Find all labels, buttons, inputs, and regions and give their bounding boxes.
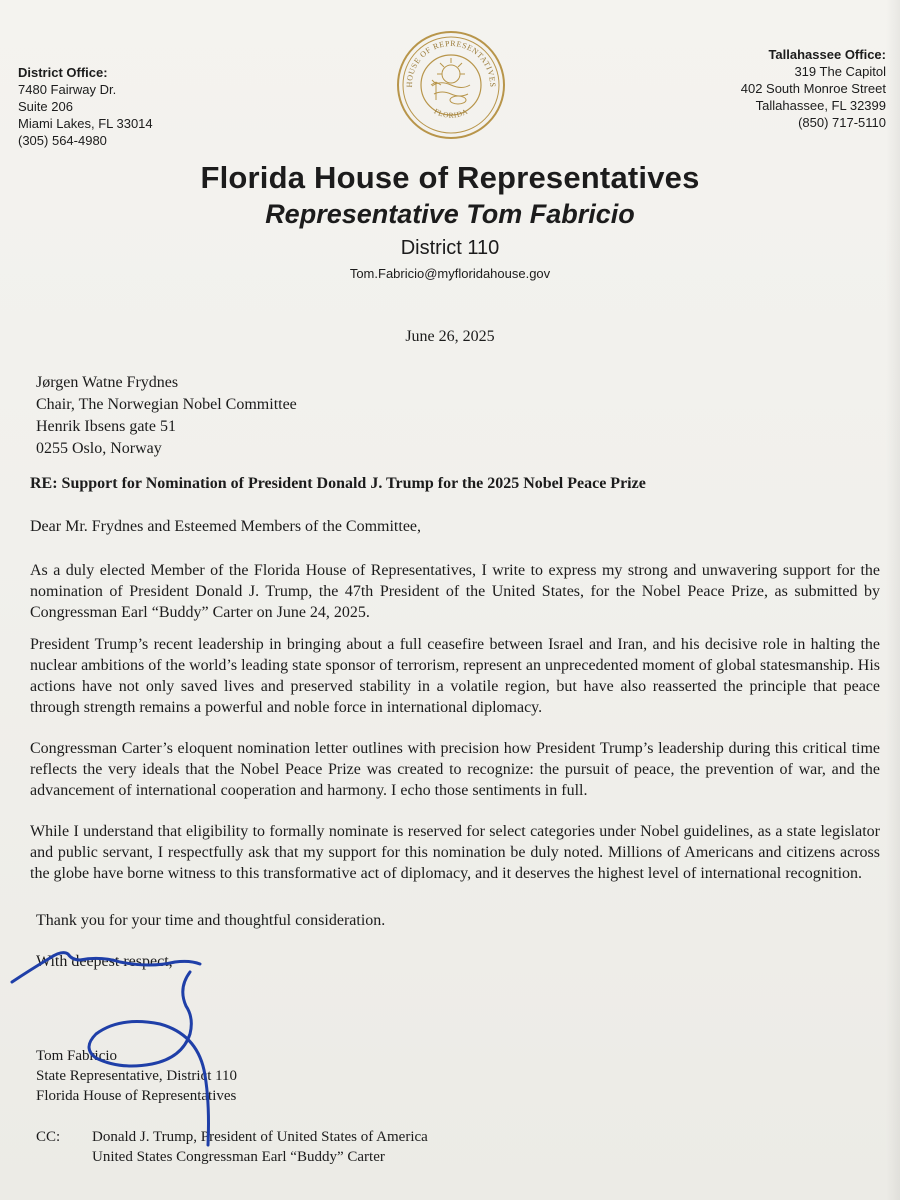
letterhead-representative: Representative Tom Fabricio	[265, 199, 635, 229]
letterhead-title: Florida House of Representatives	[200, 160, 700, 195]
signer-title: State Representative, District 110	[36, 1068, 238, 1084]
recipient-line: Jørgen Watne Frydnes	[36, 374, 179, 391]
state-seal-icon	[396, 30, 506, 140]
handwritten-signature	[0, 930, 300, 1160]
body-paragraph: As a duly elected Member of the Florida House of Representatives, I write to express my strong and unwavering support for the nomination of President Donald J. Trump, the 47th President of the United States, for the Nobel Peace Prize, as submitted by Congressman Earl “Buddy” Carter on June 24, 2025.	[30, 562, 880, 621]
recipient-line: Chair, The Norwegian Nobel Committee	[36, 396, 297, 413]
recipient-line: Henrik Ibsens gate 51	[36, 418, 176, 435]
tallahassee-office-line: Tallahassee, FL 32399	[755, 98, 886, 113]
tallahassee-office-address	[741, 46, 886, 131]
district-office-heading: District Office:	[18, 65, 108, 80]
letter-date: June 26, 2025	[405, 328, 495, 345]
salutation: Dear Mr. Frydnes and Esteemed Members of the Committee,	[30, 518, 422, 535]
body-paragraph: Congressman Carter’s eloquent nomination letter outlines with precision how President Trump’s leadership during this critical time reflects the very ideals that the Nobel Peace Prize was created to recognize: the pursuit of peace, the prevention of war, and the advancement of international cooperation and harmony. I echo those sentiments in full.	[30, 740, 880, 799]
tallahassee-office-line: (850) 717-5110	[798, 115, 886, 130]
letterhead-email: Tom.Fabricio@myfloridahouse.gov	[349, 266, 551, 281]
signer-name: Tom Fabricio	[36, 1048, 118, 1064]
district-office-address	[18, 64, 153, 149]
tallahassee-office-line: 319 The Capitol	[794, 64, 886, 79]
body-paragraph: President Trump’s recent leadership in bringing about a full ceasefire between Israel and Iran, and his decisive role in halting the nuclear ambitions of the world’s leading state sponsor of terrorism, represent an unprecedented moment of global statesmanship. His actions have not only saved lives and preserved stability in a volatile region, but have also reasserted the principle that peace through strength remains a powerful and noble force in international diplomacy.	[30, 636, 880, 716]
body-paragraph: While I understand that eligibility to formally nominate is reserved for select categories under Nobel guidelines, as a state legislator and public servant, I respectfully ask that my support for this nomination be duly noted. Millions of Americans and citizens across the globe have borne witness to this transformative act of diplomacy, and it deserves the highest level of international recognition.	[30, 823, 880, 882]
tallahassee-office-line: 402 South Monroe Street	[740, 81, 886, 96]
cc-recipient: Donald J. Trump, President of United States of America	[92, 1129, 428, 1145]
district-office-line: (305) 564-4980	[18, 133, 107, 148]
recipient-address	[36, 372, 297, 460]
tallahassee-office-heading: Tallahassee Office:	[768, 47, 886, 62]
seal-bottom-text: FLORIDA	[432, 106, 470, 120]
district-office-line: 7480 Fairway Dr.	[18, 82, 117, 97]
svg-text:FLORIDA	[433, 107, 470, 120]
district-office-line: Miami Lakes, FL 33014	[18, 116, 153, 131]
cc-label: CC:	[36, 1129, 61, 1145]
sign-off: With deepest respect,	[36, 953, 173, 970]
svg-text:HOUSE OF REPRESENTATIVES	[405, 39, 497, 88]
seal-top-text: HOUSE OF REPRESENTATIVES	[404, 38, 498, 88]
cc-recipient: United States Congressman Earl “Buddy” Carter	[92, 1149, 385, 1165]
letterhead-district: District 110	[400, 237, 500, 259]
subject-line: RE: Support for Nomination of President Donald J. Trump for the 2025 Nobel Peace Prize	[30, 475, 646, 492]
closing-line: Thank you for your time and thoughtful consideration.	[36, 912, 386, 929]
recipient-line: 0255 Oslo, Norway	[36, 440, 162, 457]
signer-body: Florida House of Representatives	[36, 1088, 237, 1104]
district-office-line: Suite 206	[18, 99, 73, 114]
